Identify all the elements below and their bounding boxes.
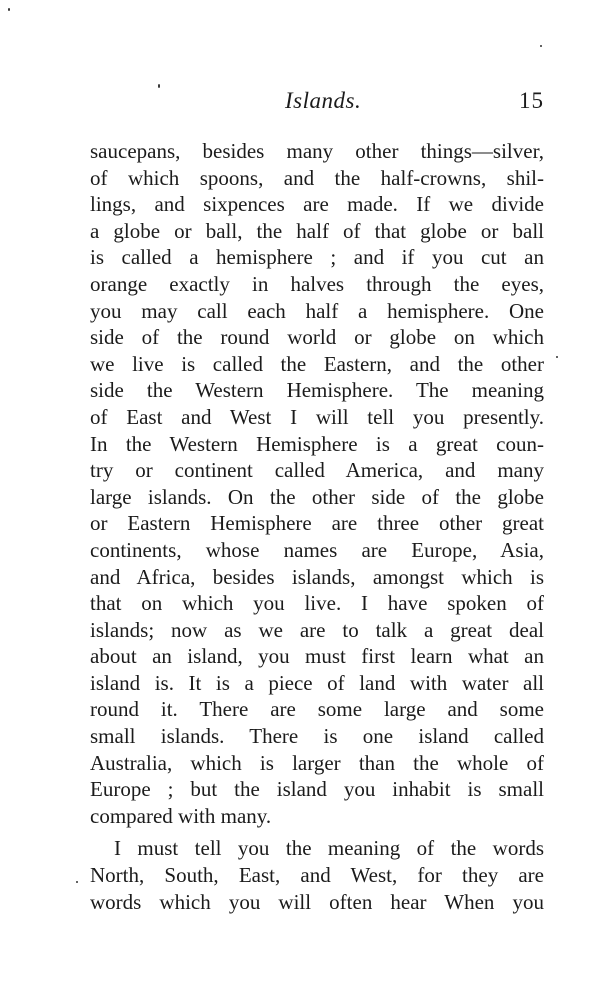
text-line: I must tell you the meaning of the words: [114, 836, 544, 861]
text-line: saucepans, besides many other things—silver,: [90, 139, 544, 163]
text-line: islands; now as we are to talk a great deal: [90, 617, 544, 642]
body-text: [90, 138, 544, 915]
paragraph: [90, 138, 544, 829]
text-line: small islands. There is one island called: [90, 724, 544, 749]
page-number: 15: [519, 88, 544, 113]
paragraph: [90, 835, 544, 915]
text-line: that on which you live. I have spoken of: [90, 591, 544, 616]
text-line: about an island, you must first learn what an: [90, 644, 544, 669]
text-line: a globe or ball, the half of that globe or ball: [90, 218, 544, 243]
running-head: [90, 88, 544, 118]
paper-speck: [540, 45, 542, 47]
text-line: or Eastern Hemisphere are three other great: [90, 511, 544, 536]
text-line: of East and West I will tell you presently.: [90, 404, 544, 429]
text-line: Australia, which is larger than the whole of: [90, 750, 544, 775]
text-line: compared with many.: [90, 803, 272, 828]
text-line: Europe ; but the island you inhabit is small: [90, 777, 544, 802]
text-line: side the Western Hemisphere. The meaning: [90, 378, 544, 403]
text-line: try or continent called America, and many: [90, 458, 544, 483]
text-line: side of the round world or globe on which: [90, 325, 544, 350]
text-line: North, South, East, and West, for they are: [90, 863, 544, 888]
paper-speck: [556, 356, 558, 358]
text-line: lings, and sixpences are made. If we divide: [90, 192, 544, 217]
text-line: is called a hemisphere ; and if you cut an: [90, 245, 544, 270]
text-line: large islands. On the other side of the globe: [90, 484, 544, 509]
text-line: island is. It is a piece of land with water all: [90, 670, 544, 695]
paper-speck: [8, 8, 10, 11]
paper-speck: [158, 84, 160, 88]
text-line: continents, whose names are Europe, Asia,: [90, 537, 544, 562]
running-head-title: Islands.: [285, 88, 362, 113]
text-line: we live is called the Eastern, and the other: [90, 351, 544, 376]
text-line: round it. There are some large and some: [90, 697, 544, 722]
text-line: you may call each half a hemisphere. One: [90, 298, 544, 323]
text-line: orange exactly in halves through the eyes,: [90, 271, 544, 296]
text-line: and Africa, besides islands, amongst which is: [90, 564, 544, 589]
text-line: In the Western Hemisphere is a great coun-: [90, 431, 544, 456]
text-line: of which spoons, and the half-crowns, shil-: [90, 165, 544, 190]
paper-speck: [76, 881, 78, 883]
text-line: words which you will often hear When you: [90, 889, 544, 914]
